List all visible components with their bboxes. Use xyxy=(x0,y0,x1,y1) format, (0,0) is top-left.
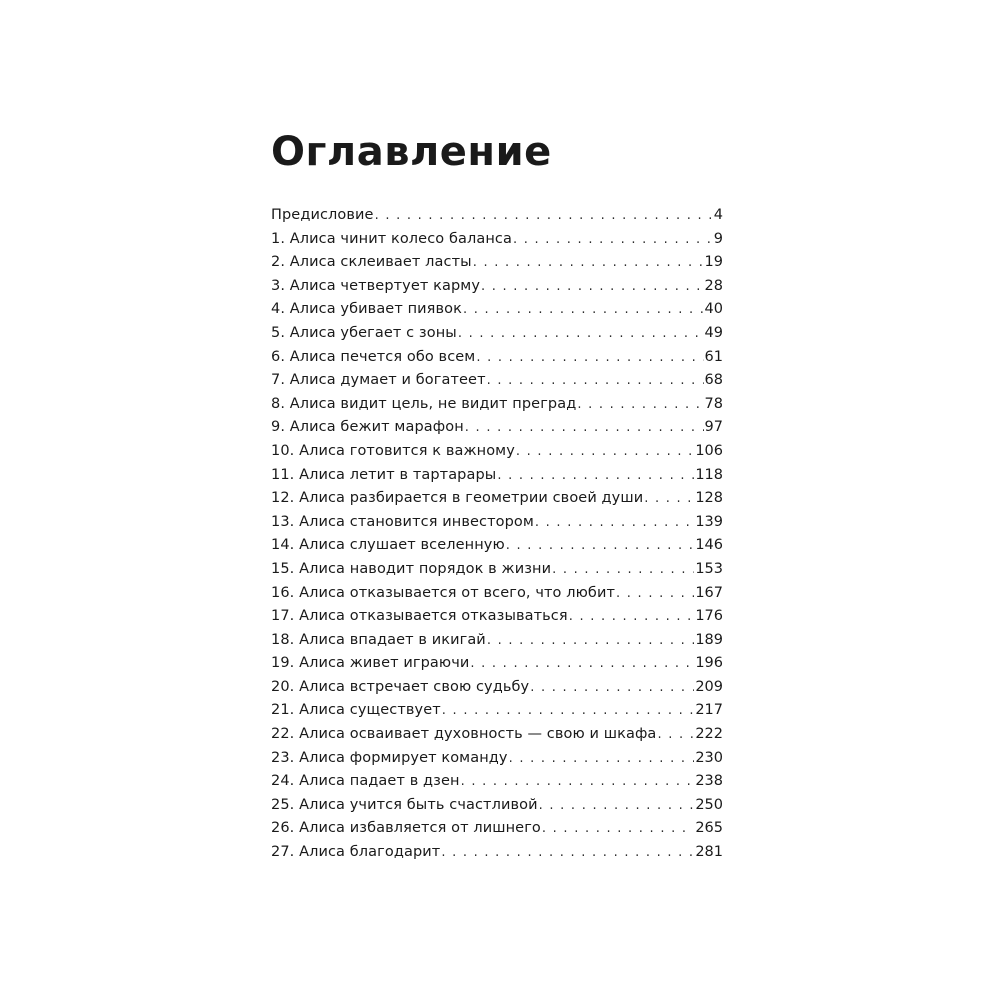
toc-entry-label: 1. Алиса чинит колесо баланса xyxy=(271,230,512,247)
toc-entry-page-number: 281 xyxy=(695,844,723,861)
toc-entry-page-number: 217 xyxy=(695,702,723,719)
table-of-contents xyxy=(271,204,723,865)
toc-dot-leader xyxy=(542,817,694,841)
toc-dot-leader xyxy=(616,582,694,606)
toc-dot-leader xyxy=(535,511,694,535)
toc-entry-label: 3. Алиса четвертует карму xyxy=(271,277,480,294)
toc-entry xyxy=(271,440,723,464)
toc-entry-page-number: 97 xyxy=(704,419,723,436)
toc-entry-page-number: 28 xyxy=(704,277,723,294)
toc-entry xyxy=(271,416,723,440)
toc-entry-label: 4. Алиса убивает пиявок xyxy=(271,301,462,318)
toc-dot-leader xyxy=(657,723,694,747)
toc-dot-leader xyxy=(481,275,704,299)
toc-dot-leader xyxy=(552,558,694,582)
toc-dot-leader xyxy=(487,369,704,393)
toc-entry xyxy=(271,699,723,723)
toc-dot-leader xyxy=(442,699,695,723)
toc-entry xyxy=(271,723,723,747)
toc-dot-leader xyxy=(509,747,695,771)
toc-entry-label: 16. Алиса отказывается от всего, что любит xyxy=(271,584,616,601)
toc-entry-label: 13. Алиса становится инвестором xyxy=(271,513,534,530)
toc-entry-page-number: 118 xyxy=(695,466,723,483)
toc-entry xyxy=(271,204,723,228)
toc-entry-label: Предисловие xyxy=(271,207,374,223)
toc-entry xyxy=(271,558,723,582)
toc-entry-label: 7. Алиса думает и богатеет xyxy=(271,372,486,389)
toc-entry xyxy=(271,369,723,393)
toc-dot-leader xyxy=(506,534,695,558)
toc-dot-leader xyxy=(569,605,695,629)
toc-entry-label: 12. Алиса разбирается в геометрии своей души xyxy=(271,490,644,507)
toc-entry-page-number: 230 xyxy=(695,749,723,766)
toc-entry-label: 5. Алиса убегает с зоны xyxy=(271,324,457,341)
toc-entry-page-number: 68 xyxy=(704,372,723,389)
toc-entry xyxy=(271,393,723,417)
toc-entry xyxy=(271,629,723,653)
toc-entry-label: 21. Алиса существует xyxy=(271,702,441,719)
toc-entry-page-number: 189 xyxy=(695,631,723,648)
toc-dot-leader xyxy=(577,393,703,417)
toc-dot-leader xyxy=(461,770,695,794)
toc-entry-page-number: 128 xyxy=(695,490,723,507)
toc-dot-leader xyxy=(516,440,694,464)
toc-entry xyxy=(271,487,723,511)
toc-entry-label: 10. Алиса готовится к важному xyxy=(271,442,515,459)
toc-entry-page-number: 222 xyxy=(695,726,723,743)
toc-entry-label: 24. Алиса падает в дзен xyxy=(271,773,460,790)
toc-dot-leader xyxy=(644,487,694,511)
toc-dot-leader xyxy=(497,464,694,488)
toc-entry-page-number: 139 xyxy=(695,513,723,530)
toc-entry-page-number: 146 xyxy=(695,537,723,554)
toc-entry xyxy=(271,582,723,606)
toc-entry-page-number: 78 xyxy=(704,395,723,412)
toc-entry-page-number: 196 xyxy=(695,655,723,672)
toc-dot-leader xyxy=(463,298,704,322)
toc-entry xyxy=(271,817,723,841)
toc-entry xyxy=(271,228,723,252)
toc-entry-label: 8. Алиса видит цель, не видит преград xyxy=(271,395,577,412)
toc-entry-page-number: 238 xyxy=(695,773,723,790)
toc-entry-label: 25. Алиса учится быть счастливой xyxy=(271,796,538,813)
toc-dot-leader xyxy=(458,322,704,346)
toc-entry-label: 17. Алиса отказывается отказываться xyxy=(271,608,568,625)
toc-entry-label: 26. Алиса избавляется от лишнего xyxy=(271,820,541,837)
toc-entry xyxy=(271,747,723,771)
toc-entry xyxy=(271,322,723,346)
toc-dot-leader xyxy=(465,416,704,440)
toc-entry-page-number: 209 xyxy=(695,678,723,695)
toc-entry-label: 18. Алиса впадает в икигай xyxy=(271,631,486,648)
toc-entry xyxy=(271,770,723,794)
toc-entry-page-number: 9 xyxy=(713,230,723,247)
toc-entry-label: 15. Алиса наводит порядок в жизни xyxy=(271,560,552,577)
toc-entry-page-number: 250 xyxy=(695,796,723,813)
toc-entry-page-number: 40 xyxy=(704,301,723,318)
toc-entry xyxy=(271,511,723,535)
toc-entry-page-number: 153 xyxy=(695,560,723,577)
toc-entry-page-number: 61 xyxy=(704,348,723,365)
toc-entry xyxy=(271,275,723,299)
toc-dot-leader xyxy=(441,841,694,865)
toc-entry xyxy=(271,534,723,558)
toc-dot-leader xyxy=(530,676,694,700)
toc-entry-page-number: 176 xyxy=(695,608,723,625)
toc-dot-leader xyxy=(513,228,713,252)
page-title: Оглавление xyxy=(271,129,552,175)
toc-entry-page-number: 49 xyxy=(704,324,723,341)
toc-entry-page-number: 167 xyxy=(695,584,723,601)
toc-dot-leader xyxy=(375,204,713,228)
toc-dot-leader xyxy=(476,346,703,370)
toc-entry-label: 9. Алиса бежит марафон xyxy=(271,419,464,436)
toc-entry-label: 19. Алиса живет играючи xyxy=(271,655,470,672)
toc-entry-label: 22. Алиса осваивает духовность — свою и шкафа xyxy=(271,726,657,743)
toc-entry-label: 27. Алиса благодарит xyxy=(271,844,441,861)
toc-entry xyxy=(271,794,723,818)
toc-dot-leader xyxy=(473,251,704,275)
toc-entry xyxy=(271,298,723,322)
toc-entry-label: 14. Алиса слушает вселенную xyxy=(271,537,505,554)
toc-entry-label: 2. Алиса склеивает ласты xyxy=(271,254,472,271)
toc-entry xyxy=(271,676,723,700)
toc-entry-label: 20. Алиса встречает свою судьбу xyxy=(271,678,530,695)
toc-entry xyxy=(271,464,723,488)
toc-entry-page-number: 265 xyxy=(695,820,723,837)
toc-entry-page-number: 106 xyxy=(695,442,723,459)
toc-entry xyxy=(271,346,723,370)
toc-entry-page-number: 4 xyxy=(713,207,723,223)
toc-entry-label: 11. Алиса летит в тартарары xyxy=(271,466,497,483)
toc-entry-label: 6. Алиса печется обо всем xyxy=(271,348,476,365)
toc-entry-page-number: 19 xyxy=(704,254,723,271)
toc-entry-label: 23. Алиса формирует команду xyxy=(271,749,508,766)
toc-dot-leader xyxy=(487,629,694,653)
toc-entry xyxy=(271,251,723,275)
toc-entry xyxy=(271,605,723,629)
toc-entry xyxy=(271,652,723,676)
toc-entry xyxy=(271,841,723,865)
toc-dot-leader xyxy=(539,794,695,818)
toc-dot-leader xyxy=(470,652,694,676)
